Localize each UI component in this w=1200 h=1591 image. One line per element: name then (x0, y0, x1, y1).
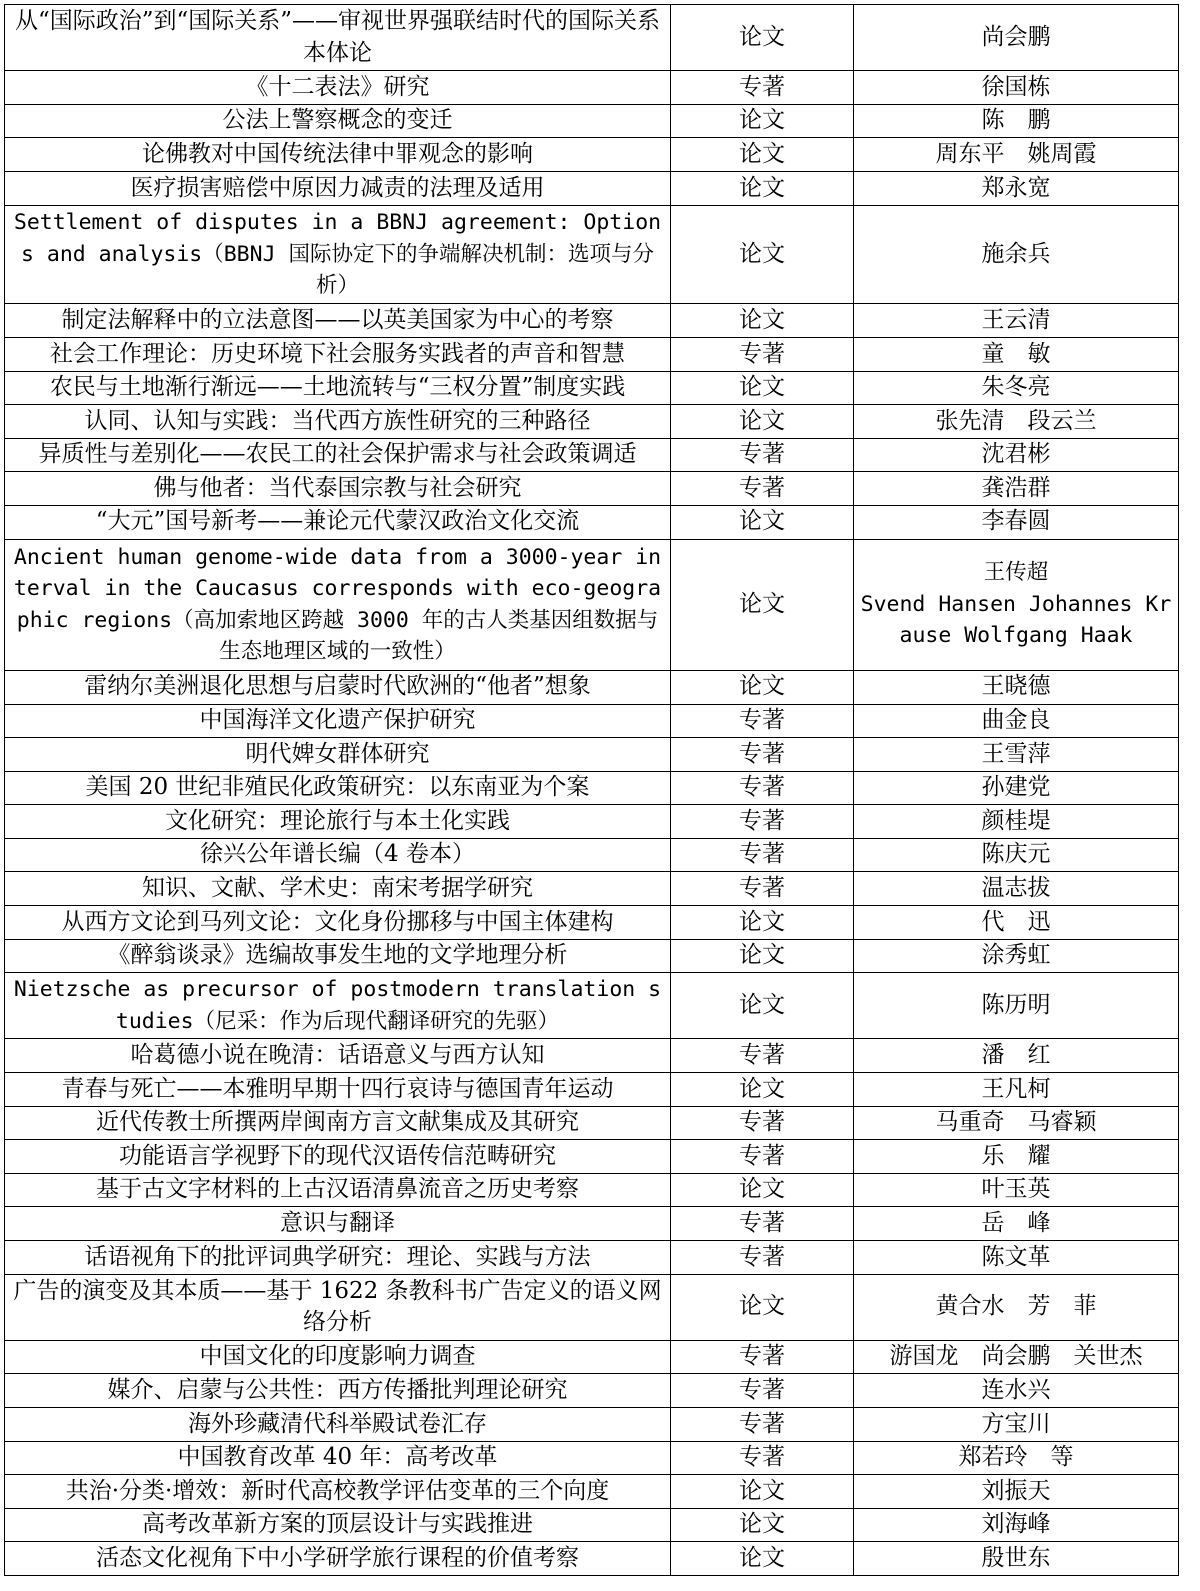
table-row (5, 1374, 1179, 1408)
work-type: 论文 (671, 939, 854, 973)
work-title: 佛与他者：当代泰国宗教与社会研究 (5, 472, 671, 506)
table-row (5, 5, 1179, 71)
work-type: 专著 (671, 1374, 854, 1408)
work-author: 王凡柯 (854, 1073, 1179, 1107)
work-title: 公法上警察概念的变迁 (5, 104, 671, 138)
table-row (5, 104, 1179, 138)
table-body (5, 5, 1179, 1576)
work-type: 专著 (671, 1207, 854, 1241)
work-author: 李春圆 (854, 505, 1179, 539)
work-title: 认同、认知与实践：当代西方族性研究的三种路径 (5, 405, 671, 439)
work-title: 高考改革新方案的顶层设计与实践推进 (5, 1508, 671, 1542)
work-type: 论文 (671, 539, 854, 670)
table-row (5, 973, 1179, 1039)
work-author: 郑若玲 等 (854, 1441, 1179, 1475)
work-title: 徐兴公年谱长编（4 卷本） (5, 838, 671, 872)
work-author: 殷世东 (854, 1542, 1179, 1576)
work-title: 雷纳尔美洲退化思想与启蒙时代欧洲的“他者”想象 (5, 670, 671, 704)
work-title: 《醉翁谈录》选编故事发生地的文学地理分析 (5, 939, 671, 973)
table-row (5, 1207, 1179, 1241)
table-row (5, 205, 1179, 304)
work-author: 陈庆元 (854, 838, 1179, 872)
work-type: 论文 (671, 1508, 854, 1542)
work-author: 潘 红 (854, 1039, 1179, 1073)
work-author: 郑永宽 (854, 171, 1179, 205)
work-title: 制定法解释中的立法意图——以英美国家为中心的考察 (5, 304, 671, 338)
table-row (5, 939, 1179, 973)
work-author: 岳 峰 (854, 1207, 1179, 1241)
work-title: 活态文化视角下中小学研学旅行课程的价值考察 (5, 1542, 671, 1576)
work-title: 医疗损害赔偿中原因力减责的法理及适用 (5, 171, 671, 205)
work-type: 论文 (671, 138, 854, 172)
work-type: 专著 (671, 1340, 854, 1374)
work-author: 马重奇 马睿颖 (854, 1106, 1179, 1140)
table-row (5, 1340, 1179, 1374)
work-type: 论文 (671, 1274, 854, 1340)
table-row (5, 1173, 1179, 1207)
work-title: 媒介、启蒙与公共性：西方传播批判理论研究 (5, 1374, 671, 1408)
table-row (5, 405, 1179, 439)
work-author: 叶玉英 (854, 1173, 1179, 1207)
work-type: 论文 (671, 505, 854, 539)
work-author: 陈历明 (854, 973, 1179, 1039)
work-type: 专著 (671, 872, 854, 906)
work-title: 农民与土地渐行渐远——土地流转与“三权分置”制度实践 (5, 371, 671, 405)
work-type: 论文 (671, 5, 854, 71)
work-type: 专著 (671, 738, 854, 772)
table-row (5, 1073, 1179, 1107)
table-row (5, 1542, 1179, 1576)
work-title: 近代传教士所撰两岸闽南方言文献集成及其研究 (5, 1106, 671, 1140)
work-type: 专著 (671, 1039, 854, 1073)
work-type: 专著 (671, 1441, 854, 1475)
table-row (5, 1407, 1179, 1441)
table-row (5, 539, 1179, 670)
work-title: 从“国际政治”到“国际关系”——审视世界强联结时代的国际关系本体论 (5, 5, 671, 71)
work-title: 《十二表法》研究 (5, 71, 671, 105)
work-type: 论文 (671, 371, 854, 405)
table-row (5, 438, 1179, 472)
work-author: 颜桂堤 (854, 805, 1179, 839)
work-title: 中国文化的印度影响力调查 (5, 1340, 671, 1374)
work-title: 共治·分类·增效：新时代高校教学评估变革的三个向度 (5, 1475, 671, 1509)
work-author: 王云清 (854, 304, 1179, 338)
work-type: 论文 (671, 906, 854, 940)
work-type: 论文 (671, 973, 854, 1039)
work-type: 论文 (671, 405, 854, 439)
work-author: 施余兵 (854, 205, 1179, 304)
work-author: 乐 耀 (854, 1140, 1179, 1174)
work-author: 代 迅 (854, 906, 1179, 940)
table-row (5, 906, 1179, 940)
work-author: 曲金良 (854, 704, 1179, 738)
table-row (5, 1106, 1179, 1140)
work-author: 尚会鹏 (854, 5, 1179, 71)
table-row (5, 1508, 1179, 1542)
work-title: “大元”国号新考——兼论元代蒙汉政治文化交流 (5, 505, 671, 539)
work-title: 海外珍藏清代科举殿试卷汇存 (5, 1407, 671, 1441)
work-type: 论文 (671, 304, 854, 338)
table-row (5, 1441, 1179, 1475)
work-title: Settlement of disputes in a BBNJ agreement: Options and analysis（BBNJ 国际协定下的争端解决机制：选项与分析） (5, 205, 671, 304)
table-row (5, 138, 1179, 172)
work-type: 专著 (671, 1106, 854, 1140)
work-type: 论文 (671, 670, 854, 704)
table-row (5, 71, 1179, 105)
work-type: 论文 (671, 1542, 854, 1576)
work-title: 从西方文论到马列文论：文化身份挪移与中国主体建构 (5, 906, 671, 940)
work-type: 论文 (671, 1475, 854, 1509)
work-author: 游国龙 尚会鹏 关世杰 (854, 1340, 1179, 1374)
work-type: 专著 (671, 1407, 854, 1441)
work-type: 专著 (671, 805, 854, 839)
table-row (5, 670, 1179, 704)
work-author: 童 敏 (854, 337, 1179, 371)
work-type: 专著 (671, 704, 854, 738)
work-type: 专著 (671, 337, 854, 371)
work-author: 张先清 段云兰 (854, 405, 1179, 439)
work-author: 沈君彬 (854, 438, 1179, 472)
work-author: 连水兴 (854, 1374, 1179, 1408)
work-type: 专著 (671, 771, 854, 805)
work-type: 论文 (671, 1073, 854, 1107)
table-row (5, 704, 1179, 738)
work-author: 朱冬亮 (854, 371, 1179, 405)
work-title: 青春与死亡——本雅明早期十四行哀诗与德国青年运动 (5, 1073, 671, 1107)
work-author: 刘海峰 (854, 1508, 1179, 1542)
work-title: 美国 20 世纪非殖民化政策研究：以东南亚为个案 (5, 771, 671, 805)
work-title: 话语视角下的批评词典学研究：理论、实践与方法 (5, 1241, 671, 1275)
work-author: 王传超 Svend Hansen Johannes Krause Wolfgang Haak (854, 539, 1179, 670)
work-author: 方宝川 (854, 1407, 1179, 1441)
work-type: 专著 (671, 838, 854, 872)
work-title: 社会工作理论：历史环境下社会服务实践者的声音和智慧 (5, 337, 671, 371)
work-title: 哈葛德小说在晚清：话语意义与西方认知 (5, 1039, 671, 1073)
work-type: 专著 (671, 71, 854, 105)
table-row (5, 738, 1179, 772)
work-type: 专著 (671, 1140, 854, 1174)
table-row (5, 1274, 1179, 1340)
work-type: 专著 (671, 1241, 854, 1275)
table-row (5, 171, 1179, 205)
table-row (5, 505, 1179, 539)
work-title: 广告的演变及其本质——基于 1622 条教科书广告定义的语义网络分析 (5, 1274, 671, 1340)
work-author: 龚浩群 (854, 472, 1179, 506)
work-type: 专著 (671, 472, 854, 506)
work-title: 意识与翻译 (5, 1207, 671, 1241)
table-row (5, 1039, 1179, 1073)
work-author: 周东平 姚周霞 (854, 138, 1179, 172)
table-row (5, 1140, 1179, 1174)
table-row (5, 304, 1179, 338)
work-title: 知识、文献、学术史：南宋考据学研究 (5, 872, 671, 906)
table-row (5, 337, 1179, 371)
table-row (5, 872, 1179, 906)
work-title: 明代婢女群体研究 (5, 738, 671, 772)
work-author: 温志拔 (854, 872, 1179, 906)
work-author: 孙建党 (854, 771, 1179, 805)
achievements-table (4, 4, 1179, 1576)
work-title: Nietzsche as precursor of postmodern translation studies（尼采：作为后现代翻译研究的先驱） (5, 973, 671, 1039)
work-type: 论文 (671, 1173, 854, 1207)
work-title: 文化研究：理论旅行与本土化实践 (5, 805, 671, 839)
work-type: 论文 (671, 104, 854, 138)
work-title: 功能语言学视野下的现代汉语传信范畴研究 (5, 1140, 671, 1174)
table-row (5, 1475, 1179, 1509)
work-author: 王雪萍 (854, 738, 1179, 772)
work-title: 异质性与差别化——农民工的社会保护需求与社会政策调适 (5, 438, 671, 472)
table-row (5, 472, 1179, 506)
table-row (5, 371, 1179, 405)
table-row (5, 805, 1179, 839)
work-author: 黄合水 芳 菲 (854, 1274, 1179, 1340)
work-title: 论佛教对中国传统法律中罪观念的影响 (5, 138, 671, 172)
work-author: 陈 鹏 (854, 104, 1179, 138)
work-title: Ancient human genome-wide data from a 3000-year interval in the Caucasus corresponds with eco-geographic regions（高加索地区跨越 3000 年的古人类基因组数据与生态地理区域的一致性） (5, 539, 671, 670)
work-type: 专著 (671, 438, 854, 472)
work-author: 王晓德 (854, 670, 1179, 704)
work-title: 中国教育改革 40 年：高考改革 (5, 1441, 671, 1475)
work-title: 基于古文字材料的上古汉语清鼻流音之历史考察 (5, 1173, 671, 1207)
work-type: 论文 (671, 171, 854, 205)
table-row (5, 838, 1179, 872)
table-row (5, 1241, 1179, 1275)
work-author: 涂秀虹 (854, 939, 1179, 973)
table-row (5, 771, 1179, 805)
work-author: 徐国栋 (854, 71, 1179, 105)
work-author: 刘振天 (854, 1475, 1179, 1509)
work-type: 论文 (671, 205, 854, 304)
work-title: 中国海洋文化遗产保护研究 (5, 704, 671, 738)
work-author: 陈文革 (854, 1241, 1179, 1275)
